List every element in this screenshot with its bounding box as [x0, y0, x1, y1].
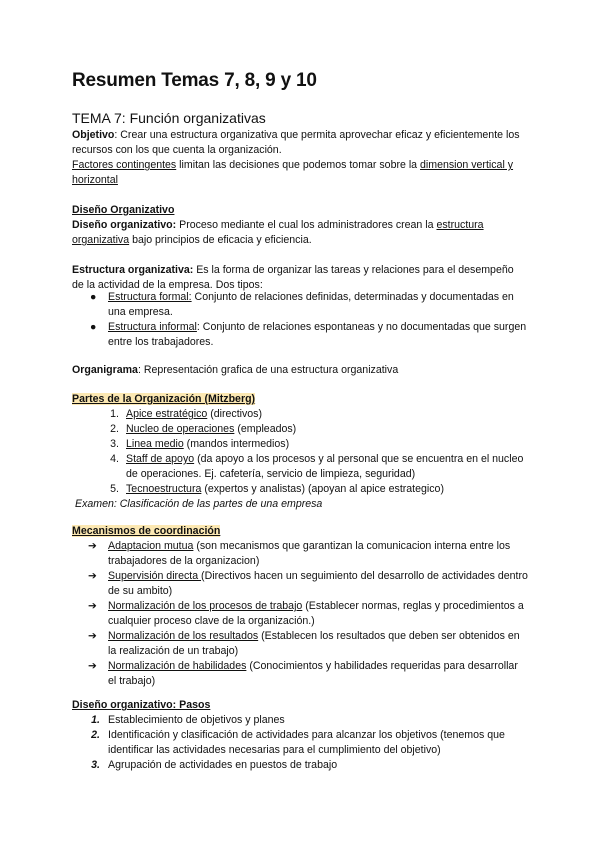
diseno-heading: Diseño Organizativo	[72, 204, 175, 216]
bullet-icon: ●	[90, 321, 97, 333]
list-item: 2. Nucleo de operaciones (empleados)	[110, 423, 297, 435]
estructura-link: estructura organizativa	[72, 219, 484, 246]
list-item: ➔ Normalización de los procesos de trabajo (Establecer normas, reglas y procedimientos a cualquier proceso clave de la organización.)	[88, 600, 524, 627]
list-item: 1. Apice estratégico (directivos)	[110, 408, 263, 420]
document-title: Resumen Temas 7, 8, 9 y 10	[72, 70, 317, 91]
list-item: ● Estructura formal: Conjunto de relaciones definidas, determinadas y documentadas en una empresa.	[90, 291, 514, 318]
list-item: ➔ Adaptacion mutua (son mecanismos que garantizan la comunicacion interna entre los trabajadores de la organizacion)	[88, 540, 511, 567]
pasos-heading: Diseño organizativo: Pasos	[72, 699, 211, 711]
arrow-icon: ➔	[88, 570, 97, 582]
section-title: TEMA 7: Función organizativas	[72, 110, 266, 126]
pasos-list	[72, 713, 528, 773]
factores-link: Factores contingentes	[72, 159, 177, 171]
factores-paragraph	[72, 158, 528, 188]
list-item: 1. Establecimiento de objetivos y planes	[91, 714, 285, 726]
list-item: 3. Agrupación de actividades en puestos de trabajo	[91, 759, 338, 771]
list-item: ➔ Normalización de los resultados (Establecen los resultados que deben ser obtenidos en la realización de un trabajo)	[88, 630, 520, 657]
partes-list	[72, 407, 528, 512]
factores-text: limitan las decisiones que podemos tomar sobre la	[176, 159, 421, 171]
list-item: 5. Tecnoestructura (expertos y analistas) (apoyan al apice estrategico)	[110, 483, 444, 495]
objetivo-text: : Crear una estructura organizativa que permita aprovechar eficaz y eficientemente los recursos con los que cuenta la organización.	[72, 129, 520, 156]
mecanismos-heading: Mecanismos de coordinación	[72, 525, 221, 537]
list-item: ● Estructura informal: Conjunto de relaciones espontaneas y no documentadas que surgen entre los trabajadores.	[90, 321, 527, 348]
partes-heading: Partes de la Organización (Mitzberg)	[72, 393, 256, 405]
diseno-label: Diseño organizativo:	[72, 219, 177, 231]
objetivo-paragraph	[72, 128, 528, 158]
list-item: ➔ Normalización de habilidades (Conocimientos y habilidades requeridas para desarrollar el trabajo)	[88, 660, 518, 687]
estructura-paragraph: Estructura organizativa: Es la forma de organizar las tareas y relaciones para el desempeño de la actividad de la empresa. Dos tipos:	[72, 264, 514, 291]
list-item: ➔ Supervisión directa (Directivos hacen un seguimiento del desarrollo de actividades dentro de su ambito)	[88, 570, 528, 597]
arrow-icon: ➔	[88, 630, 97, 642]
estructura-list	[72, 290, 528, 350]
examen-note: Examen: Clasificación de las partes de una empresa	[75, 498, 323, 510]
mecanismos-list	[72, 539, 528, 689]
organigrama-label: Organigrama	[72, 364, 138, 376]
arrow-icon: ➔	[88, 540, 97, 552]
organigrama-paragraph: Organigrama: Representación grafica de una estructura organizativa	[72, 364, 399, 376]
arrow-icon: ➔	[88, 600, 97, 612]
list-item: 3. Linea medio (mandos intermedios)	[110, 438, 290, 450]
diseno-paragraph: Diseño organizativo: Proceso mediante el cual los administradores crean la estructura organizativa bajo principios de eficacia y eficiencia.	[72, 219, 484, 246]
bullet-icon: ●	[90, 291, 97, 303]
estructura-label: Estructura organizativa:	[72, 264, 194, 276]
objetivo-label: Objetivo	[72, 129, 115, 141]
dimension-link: dimension vertical y horizontal	[72, 159, 514, 186]
arrow-icon: ➔	[88, 660, 97, 672]
list-item: 4. Staff de apoyo (da apoyo a los procesos y al personal que se encuentra en el nucleo de operaciones. Ej. cafetería, servicio de limpieza, seguridad)	[110, 453, 524, 480]
list-item: 2. Identificación y clasificación de actividades para alcanzar los objetivos (tenemos que identificar las actividades necesarias para el cumplimiento del objetivo)	[91, 729, 505, 756]
